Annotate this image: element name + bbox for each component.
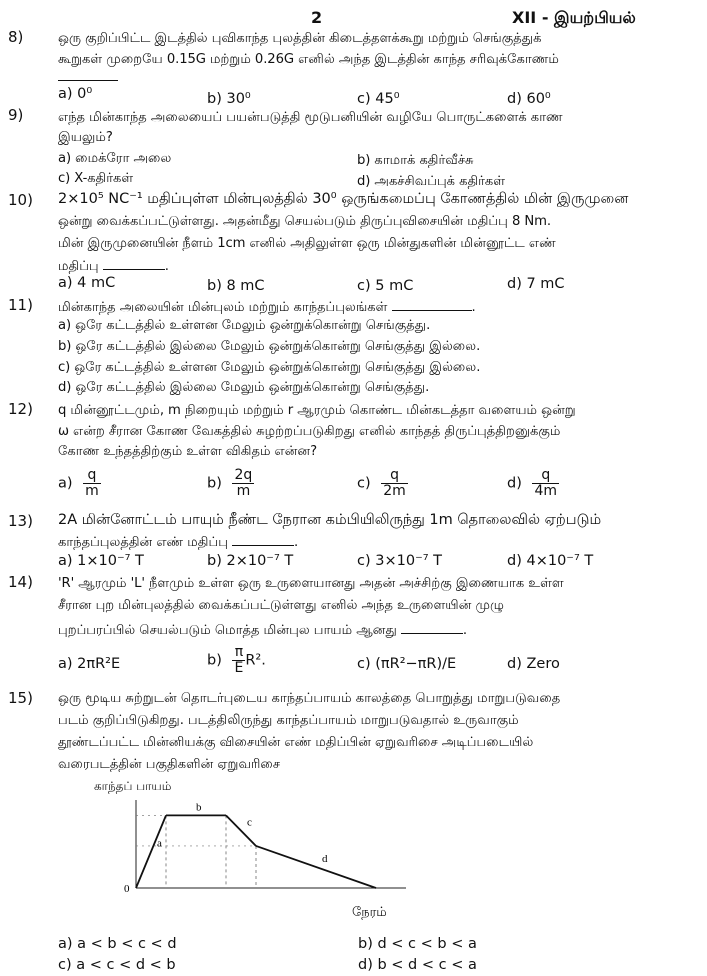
option-a: a) 1×10⁻⁷ T xyxy=(58,553,144,569)
question-text: கூறுகள் முறையே 0.15G மற்றும் 0.26G எனில் அந்த இடத்தின் காந்த சரிவுக்கோணம் xyxy=(58,52,559,67)
question-text: புறப்பரப்பில் செயல்படும் மொத்த மின்புல பாயம் ஆனது . xyxy=(58,623,467,638)
option-b: b) $\frac{\pi}{E}$ R². xyxy=(207,644,266,676)
option-b: b) 30⁰ xyxy=(207,91,251,107)
answer-blank xyxy=(58,80,118,81)
question-text: q மின்னூட்டமும், m நிறையும் மற்றும் r ஆரமும் கொண்ட மின்கடத்தா வளையம் ஒன்று xyxy=(58,403,576,418)
option-d: d) b < d < c < a xyxy=(358,957,477,973)
segment-label-b: b xyxy=(196,801,202,814)
question-number: 13) xyxy=(8,512,33,530)
option-a: a) 2πR²E xyxy=(58,656,121,672)
option-a: a) மைக்ரோ அலை xyxy=(58,151,172,166)
flux-time-graph xyxy=(120,800,410,910)
option-c: c) (πR²−πR)/E xyxy=(357,656,457,672)
option-c: c) 3×10⁻⁷ T xyxy=(357,553,442,569)
option-d: d) Zero xyxy=(507,656,560,672)
question-number: 8) xyxy=(8,28,24,46)
option-c: c) ஒரே கட்டத்தில் உள்ளன மேலும் ஒன்றுக்கொன்று செங்குத்து இல்லை. xyxy=(58,360,481,375)
graph-x-label: நேரம் xyxy=(352,905,387,920)
option-d: d) 7 mC xyxy=(507,276,565,292)
page-number: 2 xyxy=(311,8,323,27)
question-number: 14) xyxy=(8,573,33,591)
option-d: d) அகச்சிவப்புக் கதிர்கள் xyxy=(357,174,506,189)
option-c: c) a < c < d < b xyxy=(58,957,176,973)
question-text: 2A மின்னோட்டம் பாயும் நீண்ட நேரான கம்பியிலிருந்து 1m தொலைவில் ஏற்படும் xyxy=(58,512,602,528)
question-text: மதிப்பு . xyxy=(58,259,169,274)
origin-label: 0 xyxy=(124,883,130,895)
option-b: b) காமாக் கதிர்வீச்சு xyxy=(357,153,474,168)
segment-a xyxy=(136,815,166,888)
segment-label-c: c xyxy=(247,816,252,829)
option-b: b) 2×10⁻⁷ T xyxy=(207,553,294,569)
option-b: b) d < c < b < a xyxy=(358,936,477,952)
question-number: 12) xyxy=(8,400,33,418)
question-text: 2×10⁵ NC⁻¹ மதிப்புள்ள மின்புலத்தில் 30⁰ ஒருங்கமைப்பு கோணத்தில் மின் இருமுனை xyxy=(58,191,629,207)
option-c: c) X-கதிர்கள் xyxy=(58,171,134,186)
question-text: ஒன்று வைக்கப்பட்டுள்ளது. அதன்மீது செயல்படும் திருப்புவிசையின் மதிப்பு 8 Nm. xyxy=(58,214,551,229)
option-a: a) 0⁰ xyxy=(58,86,93,102)
question-text: சீரான புற மின்புலத்தில் வைக்கப்பட்டுள்ளது எனில் அந்த உருளையின் முழு xyxy=(58,598,505,613)
question-text: ω என்ற சீரான கோண வேகத்தில் சுழற்றப்படுகிறது எனில் காந்தத் திருப்புத்திறனுக்கும் xyxy=(58,424,561,439)
option-c: c) 5 mC xyxy=(357,278,414,294)
option-c: c) $\frac{q}{2m}$ xyxy=(357,467,406,499)
option-a: a) ஒரே கட்டத்தில் உள்ளன மேலும் ஒன்றுக்கொன்று செங்குத்து. xyxy=(58,318,431,333)
question-number: 15) xyxy=(8,689,33,707)
option-d: d) 60⁰ xyxy=(507,91,551,107)
question-text: கோண உந்தத்திற்கும் உள்ள விகிதம் என்ன? xyxy=(58,444,318,459)
question-text: காந்தப்புலத்தின் எண் மதிப்பு . xyxy=(58,535,299,550)
option-d: d) $\frac{q}{4m}$ xyxy=(507,467,558,499)
question-text: எந்த மின்காந்த அலையைப் பயன்படுத்தி மூடுபனியின் வழியே பொருட்களைக் காண xyxy=(58,110,563,125)
question-number: 11) xyxy=(8,296,33,314)
option-a: a) 4 mC xyxy=(58,275,116,291)
option-a: a) a < b < c < d xyxy=(58,936,177,952)
segment-label-d: d xyxy=(322,852,328,865)
option-c: c) 45⁰ xyxy=(357,91,400,107)
option-a: a) $\frac{q}{m}$ xyxy=(58,467,99,499)
segment-d xyxy=(256,846,376,888)
question-text: ஒரு மூடிய சுற்றுடன் தொடர்புடைய காந்தப்பாயம் காலத்தை பொறுத்து மாறுபடுவதை xyxy=(58,691,561,706)
question-number: 10) xyxy=(8,191,33,209)
question-text: மின்காந்த அலையின் மின்புலம் மற்றும் காந்தப்புலங்கள் . xyxy=(58,300,476,315)
question-text: மின் இருமுனையின் நீளம் 1cm எனில் அதிலுள்ள ஒரு மின்துகளின் மின்னூட்ட எண் xyxy=(58,236,556,251)
question-text: ஒரு குறிப்பிட்ட இடத்தில் புவிகாந்த புலத்தின் கிடைத்தளக்கூறு மற்றும் செங்குத்துக் xyxy=(58,31,542,46)
segment-label-a: a xyxy=(157,837,162,850)
option-d: d) 4×10⁻⁷ T xyxy=(507,553,594,569)
graph-y-label: காந்தப் பாயம் xyxy=(94,779,172,793)
subject-header: XII - இயற்பியல் xyxy=(512,8,636,27)
question-number: 9) xyxy=(8,106,24,124)
question-text: 'R' ஆரமும் 'L' நீளமும் உள்ள ஒரு உருளையானது அதன் அச்சிற்கு இணையாக உள்ள xyxy=(58,576,564,591)
option-b: b) 8 mC xyxy=(207,278,265,294)
question-text: வரைபடத்தின் பகுதிகளின் ஏறுவரிசை xyxy=(58,757,281,772)
option-d: d) ஒரே கட்டத்தில் இல்லை மேலும் ஒன்றுக்கொன்று செங்குத்து. xyxy=(58,380,430,395)
question-text: படம் குறிப்பிடுகிறது. படத்திலிருந்து காந்தப்பாயம் மாறுபடுவதால் உருவாகும் xyxy=(58,713,519,728)
option-b: b) ஒரே கட்டத்தில் இல்லை மேலும் ஒன்றுக்கொன்று செங்குத்து இல்லை. xyxy=(58,339,481,354)
question-text: இயலும்? xyxy=(58,130,113,145)
option-b: b) $\frac{2q}{m}$ xyxy=(207,467,253,499)
question-text: தூண்டப்பட்ட மின்னியக்கு விசையின் எண் மதிப்பின் ஏறுவரிசை அடிப்படையில் xyxy=(58,735,534,750)
